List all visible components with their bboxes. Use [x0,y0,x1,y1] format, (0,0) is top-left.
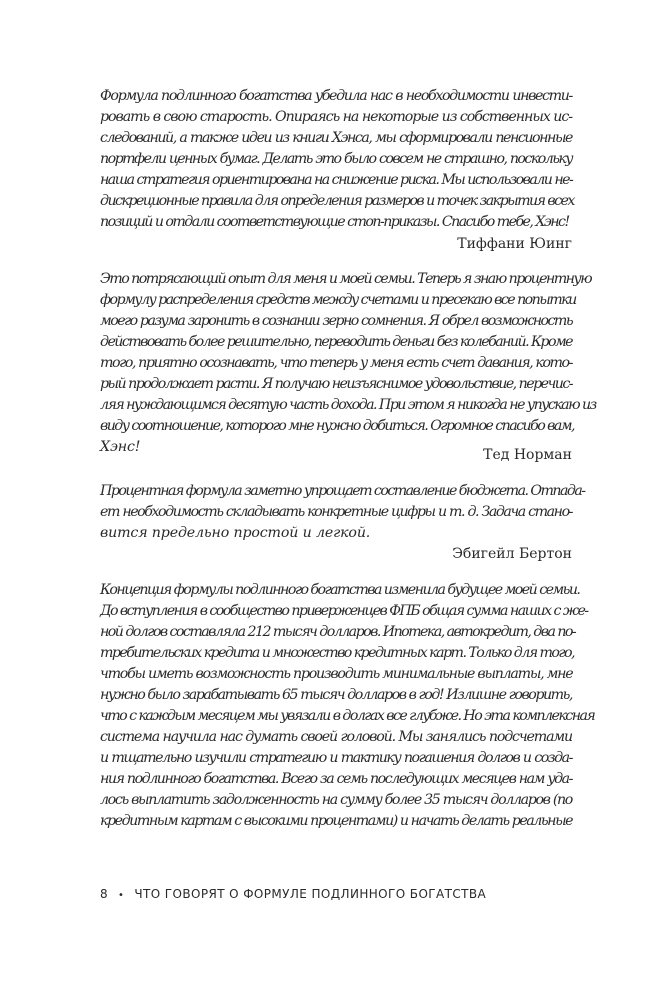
text-line: ляя нуждающимся десятую часть дохода. При этом я никогда не упускаю из [100,397,596,413]
text-line: формулу распределения средств между счетами и пресекаю все попытки [100,292,576,308]
text-line: что с каждым месяцем мы увязали в долгах все глубже. Но эта комплексная [100,708,595,724]
text-line: виду соотношение, которого мне нужно добиться. Огромное спасибо вам, [100,418,574,434]
page-number: 8 [100,887,109,901]
text-line: наша стратегия ориентирована на снижение риска. Мы использовали не- [100,172,573,188]
text-line: лось выплатить задолженность на сумму более 35 тысяч долларов (по [100,792,572,808]
text-line: ной долгов составляла 212 тысяч долларов. Ипотека, автокредит, два по- [100,624,576,640]
text-line: позиций и отдали соответствующие стоп-приказы. Спасибо тебе, Хэнс! [100,214,569,230]
text-line: ровать в свою старость. Опираясь на некоторые из собственных ис- [100,109,572,125]
testimonial-2-author: Тед Норман [483,447,572,463]
text-line: Это потрясающий опыт для меня и моей семьи. Теперь я знаю процентную [100,271,592,287]
text-line: того, приятно осознавать, что теперь у меня есть счет давания, кото- [100,355,572,371]
text-line: портфели ценных бумаг. Делать это было совсем не страшно, поскольку [100,151,572,167]
text-line: ет необходимость складывать конкретные цифры и т. д. Задача стано- [100,504,572,520]
text-line: нужно было зарабатывать 65 тысяч долларов в год! Излишне говорить, [100,687,572,703]
testimonial-1-author: Тиффани Юинг [457,236,572,252]
text-line: рый продолжает расти. Я получаю неизъяснимое удовольствие, перечис- [100,376,572,392]
text-line: система научила нас думать своей головой. Мы занялись подсчетами [100,729,572,745]
text-line: и тщательно изучили стратегию и тактику погашения долгов и созда- [100,750,572,766]
text-line: чтобы иметь возможность производить минимальные выплаты, мне [100,666,573,682]
text-line: До вступления в сообщество приверженцев ФПБ общая сумма наших с же- [100,603,588,619]
testimonial-3-text [100,481,585,544]
footer-separator: • [118,890,125,901]
testimonial-4-text [100,580,595,832]
testimonial-3-author: Эбигейл Бертон [452,546,572,562]
text-line: вится предельно простой и легкой. [100,525,371,541]
text-line: следований, а также идеи из книги Хэнса, мы сформировали пенсионные [100,130,572,146]
running-title: ЧТО ГОВОРЯТ О ФОРМУЛЕ ПОДЛИННОГО БОГАТСТВА [134,887,487,901]
text-line: действовать более решительно, переводить деньги без колебаний. Кроме [100,334,573,350]
text-line: Процентная формула заметно упрощает составление бюджета. Отпада- [100,483,585,499]
testimonial-1-text [100,86,572,233]
text-line: моего разума заронить в сознании зерно сомнения. Я обрел возможность [100,313,572,329]
text-line: Хэнс! [100,439,141,455]
testimonial-2-text [100,269,596,458]
text-line: ния подлинного богатства. Всего за семь последующих месяцев нам уда- [100,771,572,787]
text-line: Формула подлинного богатства убедила нас в необходимости инвести- [100,88,572,104]
page-footer [100,886,486,904]
text-line: требительских кредита и множество кредитных карт. Только для того, [100,645,574,661]
text-line: Концепция формулы подлинного богатства изменила будущее моей семьи. [100,582,580,598]
text-line: кредитным картам с высокими процентами) и начать делать реальные [100,813,573,829]
text-line: дискреционные правила для определения размеров и точек закрытия всех [100,193,574,209]
